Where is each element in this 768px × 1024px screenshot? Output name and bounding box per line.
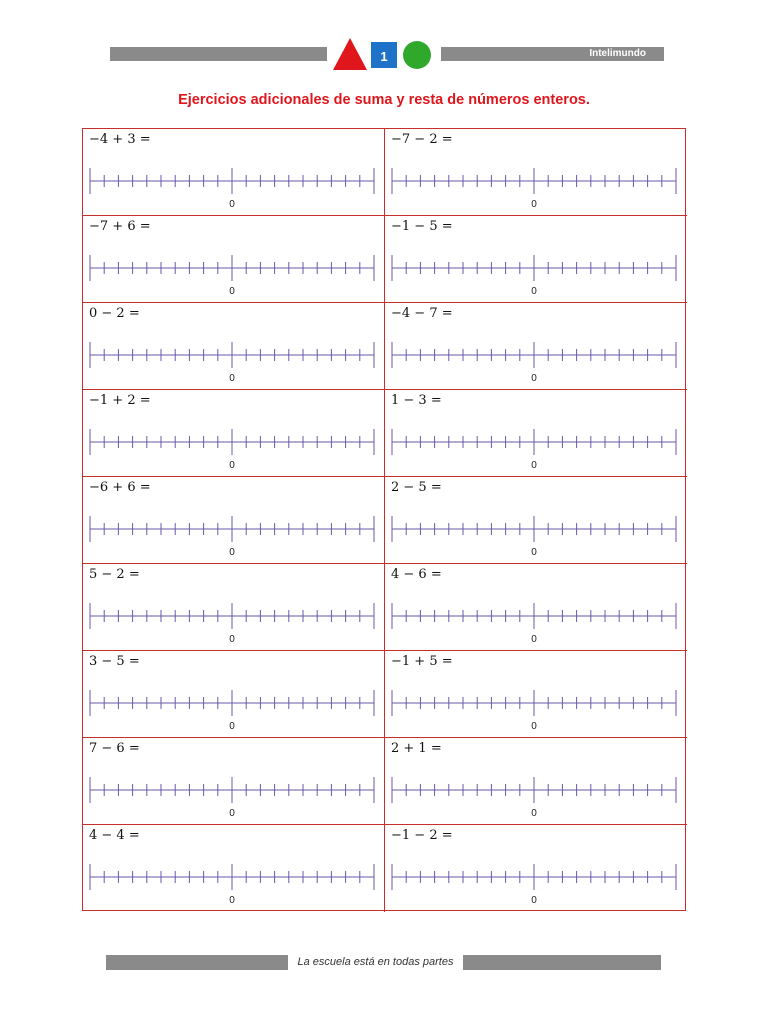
number-line <box>385 157 687 217</box>
exercise-expression: 1 − 3 = <box>391 393 442 408</box>
number-line <box>385 679 687 739</box>
zero-label: 0 <box>531 895 537 906</box>
number-line <box>385 505 687 565</box>
exercise-expression: −1 − 2 = <box>391 828 453 843</box>
number-line <box>385 418 687 478</box>
zero-label: 0 <box>229 895 235 906</box>
exercise-cell <box>83 129 385 216</box>
number-line <box>385 244 687 304</box>
logo-number: 1 <box>380 49 388 64</box>
exercise-cell <box>83 564 385 651</box>
zero-label: 0 <box>531 808 537 819</box>
number-line <box>385 592 687 652</box>
exercise-cell <box>385 390 687 477</box>
exercise-expression: 4 − 4 = <box>89 828 140 843</box>
zero-label: 0 <box>229 547 235 558</box>
exercise-expression: −6 + 6 = <box>89 480 151 495</box>
page-title: Ejercicios adicionales de suma y resta de números enteros. <box>178 92 590 108</box>
exercise-expression: −1 − 5 = <box>391 219 453 234</box>
exercise-expression: −1 + 5 = <box>391 654 453 669</box>
exercise-cell <box>385 738 687 825</box>
exercise-cell <box>385 651 687 738</box>
exercise-expression: 5 − 2 = <box>89 567 140 582</box>
number-line <box>83 418 385 478</box>
zero-label: 0 <box>229 373 235 384</box>
exercise-expression: −4 + 3 = <box>89 132 151 147</box>
brand-name: Intelimundo <box>589 48 646 59</box>
zero-label: 0 <box>229 721 235 732</box>
exercise-cell <box>385 477 687 564</box>
zero-label: 0 <box>531 373 537 384</box>
zero-label: 0 <box>531 634 537 645</box>
exercise-cell <box>83 477 385 564</box>
number-line <box>83 766 385 826</box>
exercise-cell <box>385 825 687 912</box>
logo <box>333 38 433 72</box>
zero-label: 0 <box>229 199 235 210</box>
exercise-cell <box>83 390 385 477</box>
exercise-cell <box>385 216 687 303</box>
exercise-cell <box>83 303 385 390</box>
number-line <box>385 853 687 913</box>
exercise-expression: −7 − 2 = <box>391 132 453 147</box>
zero-label: 0 <box>229 634 235 645</box>
number-line <box>83 592 385 652</box>
zero-label: 0 <box>531 721 537 732</box>
footer-slogan: La escuela está en todas partes <box>297 956 454 968</box>
exercise-cell <box>385 564 687 651</box>
exercise-expression: 2 + 1 = <box>391 741 442 756</box>
number-line <box>83 853 385 913</box>
zero-label: 0 <box>229 286 235 297</box>
zero-label: 0 <box>229 808 235 819</box>
footer-bar-left <box>106 955 288 970</box>
exercise-expression: 2 − 5 = <box>391 480 442 495</box>
number-line <box>83 679 385 739</box>
circle-icon <box>403 41 431 69</box>
zero-label: 0 <box>531 460 537 471</box>
zero-label: 0 <box>531 199 537 210</box>
exercise-cell <box>83 825 385 912</box>
number-line <box>83 157 385 217</box>
exercise-cell <box>385 303 687 390</box>
exercise-expression: 3 − 5 = <box>89 654 140 669</box>
exercise-cell <box>83 216 385 303</box>
exercise-grid <box>82 128 686 911</box>
header-bar-left <box>110 47 327 61</box>
exercise-expression: 7 − 6 = <box>89 741 140 756</box>
zero-label: 0 <box>531 286 537 297</box>
number-line <box>385 331 687 391</box>
triangle-icon <box>333 38 367 70</box>
number-line <box>83 331 385 391</box>
number-line <box>83 244 385 304</box>
exercise-expression: −7 + 6 = <box>89 219 151 234</box>
header-bar-right <box>441 47 664 61</box>
exercise-cell <box>83 738 385 825</box>
number-line <box>385 766 687 826</box>
zero-label: 0 <box>531 547 537 558</box>
exercise-expression: −1 + 2 = <box>89 393 151 408</box>
footer-bar-right <box>463 955 661 970</box>
exercise-cell <box>385 129 687 216</box>
zero-label: 0 <box>229 460 235 471</box>
exercise-expression: −4 − 7 = <box>391 306 453 321</box>
exercise-cell <box>83 651 385 738</box>
number-line <box>83 505 385 565</box>
exercise-expression: 0 − 2 = <box>89 306 140 321</box>
exercise-expression: 4 − 6 = <box>391 567 442 582</box>
